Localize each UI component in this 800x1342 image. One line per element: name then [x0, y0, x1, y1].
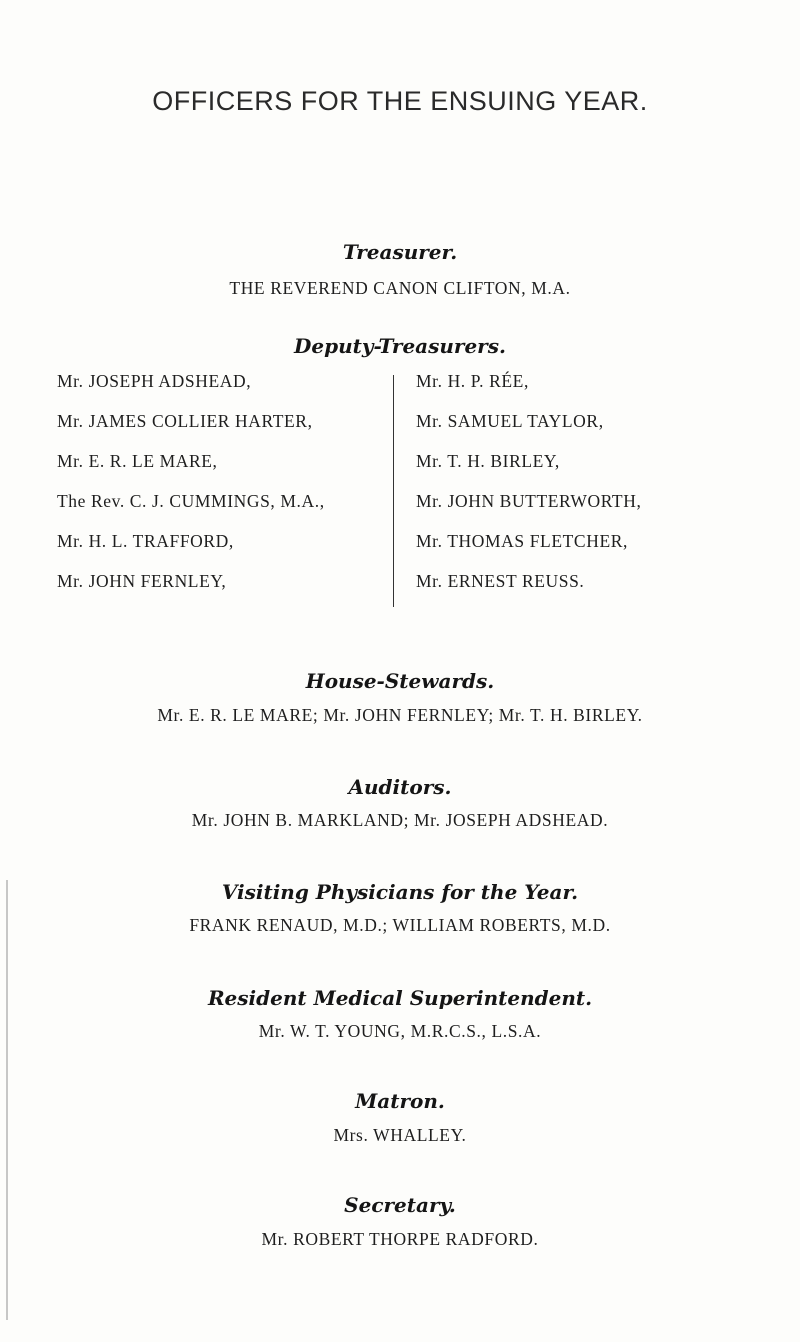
matron-name: Mrs. WHALLEY.: [333, 1125, 467, 1145]
resident-superintendent-name: Mr. W. T. YOUNG, M.R.C.S., L.S.A.: [258, 1021, 542, 1041]
auditors-heading: Auditors.: [348, 775, 452, 799]
house-stewards-names: Mr. E. R. LE MARE; Mr. JOHN FERNLEY; Mr. T. H. BIRLEY.: [157, 705, 643, 725]
deputy-treasurer-item: The Rev. C. J. CUMMINGS, M.A.,: [57, 491, 325, 511]
deputy-treasurer-item: Mr. JOHN FERNLEY,: [57, 571, 227, 591]
deputy-treasurer-item: Mr. H. L. TRAFFORD,: [57, 531, 234, 551]
treasurer-heading: Treasurer.: [342, 240, 458, 264]
deputy-treasurer-item: Mr. JOSEPH ADSHEAD,: [57, 371, 252, 391]
deputy-treasurers-right-column: [416, 369, 641, 609]
deputy-treasurer-item: Mr. T. H. BIRLEY,: [416, 451, 560, 471]
deputy-treasurer-item: Mr. THOMAS FLETCHER,: [416, 531, 628, 551]
secretary-heading: Secretary.: [344, 1193, 456, 1217]
deputy-treasurer-item: Mr. H. P. RÉE,: [416, 371, 529, 391]
deputy-treasurer-item: Mr. SAMUEL TAYLOR,: [416, 411, 604, 431]
treasurer-name: THE REVEREND CANON CLIFTON, M.A.: [229, 278, 571, 298]
deputy-treasurer-item: Mr. E. R. LE MARE,: [57, 451, 218, 471]
auditors-names: Mr. JOHN B. MARKLAND; Mr. JOSEPH ADSHEAD.: [191, 810, 609, 830]
deputy-treasurer-item: Mr. JOHN BUTTERWORTH,: [416, 491, 642, 511]
deputy-treasurers-heading: Deputy-Treasurers.: [294, 334, 506, 358]
column-divider: [393, 375, 394, 607]
secretary-name: Mr. ROBERT THORPE RADFORD.: [261, 1229, 539, 1249]
visiting-physicians-names: FRANK RENAUD, M.D.; WILLIAM ROBERTS, M.D.: [189, 915, 611, 935]
matron-heading: Matron.: [355, 1089, 445, 1113]
resident-superintendent-heading: Resident Medical Superintendent.: [207, 986, 593, 1010]
deputy-treasurers-list: [0, 369, 800, 659]
visiting-physicians-heading: Visiting Physicians for the Year.: [221, 880, 579, 904]
deputy-treasurer-item: Mr. ERNEST REUSS.: [416, 571, 585, 591]
page-title: OFFICERS FOR THE ENSUING YEAR.: [152, 86, 648, 116]
deputy-treasurer-item: Mr. JAMES COLLIER HARTER,: [57, 411, 313, 431]
deputy-treasurers-left-column: [57, 369, 325, 609]
house-stewards-heading: House-Stewards.: [305, 669, 495, 693]
